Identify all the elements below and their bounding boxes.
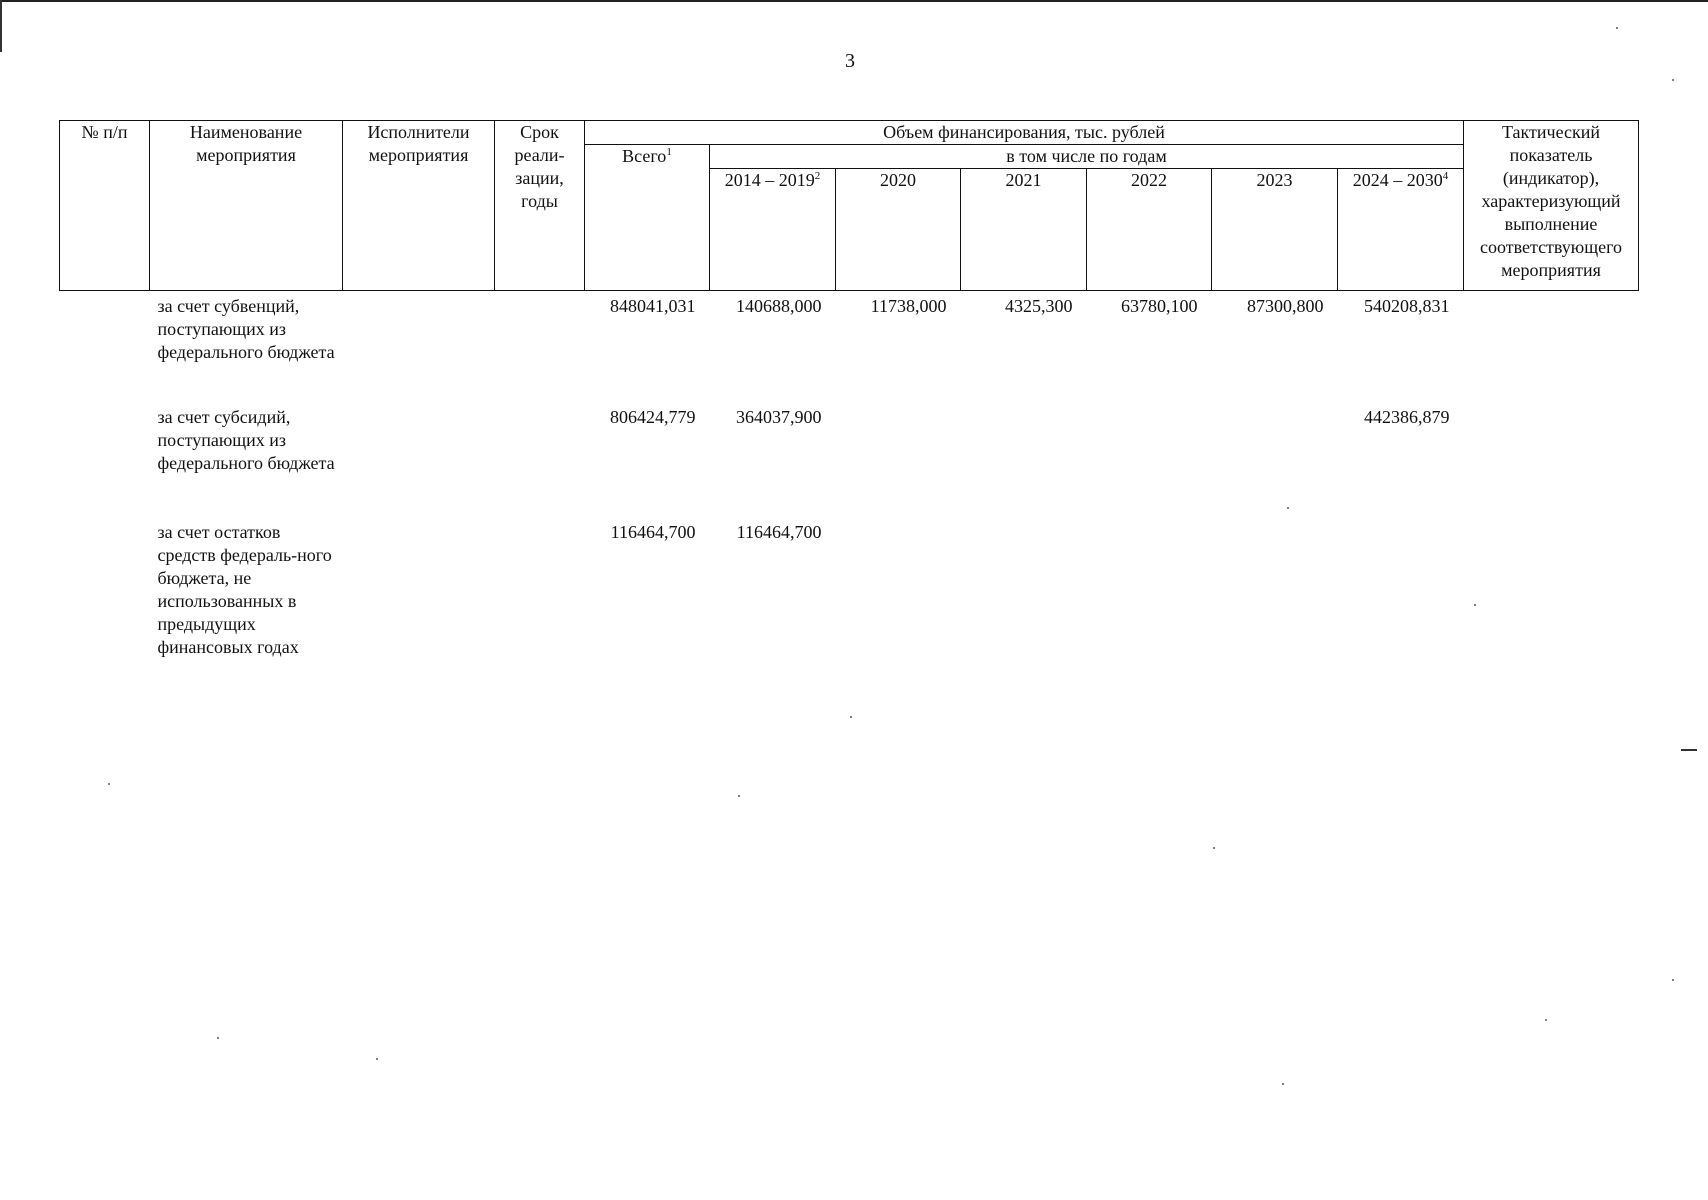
cell-2014-2019: 116464,700 <box>736 522 822 542</box>
cell-2024-2030: 540208,831 <box>1364 296 1450 316</box>
cell-2014-2019: 140688,000 <box>736 296 822 316</box>
header-year-sup: 2 <box>814 170 821 182</box>
cell-2022: 63780,100 <box>1121 296 1198 316</box>
header-term: Срок реали-зации, годы <box>495 121 585 291</box>
cell-indicator <box>1464 291 1639 407</box>
cell-indicator <box>1464 406 1639 521</box>
table-row <box>60 521 1639 661</box>
cell-term <box>495 291 585 407</box>
header-year-label: 2020 <box>880 170 916 190</box>
cell-name: за счет остатков средств федераль-ного бюджета, не использованных в предыдущих финансовых годах <box>157 522 332 657</box>
cell-term <box>495 406 585 521</box>
cell-2021 <box>961 406 1087 521</box>
scan-edge-mark <box>1681 749 1697 751</box>
cell-2020 <box>836 521 961 661</box>
page-number: 3 <box>845 50 855 72</box>
header-by-years: в том числе по годам <box>710 145 1464 169</box>
cell-2023 <box>1212 521 1338 661</box>
cell-2020: 11738,000 <box>870 296 947 316</box>
cell-2022 <box>1087 521 1212 661</box>
header-year <box>961 169 1087 291</box>
header-year <box>1338 169 1464 291</box>
header-year-label: 2022 <box>1131 170 1167 190</box>
table-row <box>60 406 1639 521</box>
header-year-label: 2023 <box>1256 170 1293 190</box>
header-year-label: 2024 – 2030 <box>1352 170 1443 190</box>
cell-num <box>60 521 150 661</box>
cell-num <box>60 291 150 407</box>
cell-name: за счет субвенций, поступающих из федерального бюджета <box>157 296 335 362</box>
header-total-label: Всего <box>622 146 667 166</box>
cell-2023: 87300,800 <box>1247 296 1324 316</box>
scan-top-edge <box>0 0 1708 2</box>
header-year <box>1212 169 1338 291</box>
cell-2021 <box>961 521 1087 661</box>
table-row <box>60 291 1639 407</box>
header-year-label: 2021 <box>1005 170 1042 190</box>
header-year-sup: 4 <box>1442 170 1449 182</box>
header-indicator: Тактический показатель (индикатор), характеризующий выполнение соответствующего мероприятия <box>1464 121 1639 291</box>
cell-total: 116464,700 <box>610 522 696 542</box>
cell-2020 <box>836 406 961 521</box>
header-executors: Исполнители мероприятия <box>343 121 495 291</box>
header-num: № п/п <box>60 121 150 291</box>
header-year <box>1087 169 1212 291</box>
header-total <box>585 145 710 291</box>
header-year-label: 2014 – 2019 <box>724 170 815 190</box>
cell-executors <box>343 291 495 407</box>
header-name: Наименование мероприятия <box>150 121 343 291</box>
header-year <box>836 169 961 291</box>
cell-num <box>60 406 150 521</box>
cell-total: 806424,779 <box>610 407 696 427</box>
cell-2021: 4325,300 <box>1005 296 1073 316</box>
cell-2022 <box>1087 406 1212 521</box>
cell-2024-2030 <box>1338 521 1464 661</box>
cell-total: 848041,031 <box>610 296 696 316</box>
funding-table <box>59 120 1639 661</box>
cell-2014-2019: 364037,900 <box>736 407 822 427</box>
cell-indicator <box>1464 521 1639 661</box>
scan-left-edge <box>0 0 2 52</box>
cell-2024-2030: 442386,879 <box>1364 407 1450 427</box>
header-funding-group: Объем финансирования, тыс. рублей <box>585 121 1464 145</box>
cell-name: за счет субсидий, поступающих из федерального бюджета <box>157 407 335 473</box>
cell-term <box>495 521 585 661</box>
cell-executors <box>343 521 495 661</box>
header-total-sup: 1 <box>666 146 672 158</box>
cell-2023 <box>1212 406 1338 521</box>
header-year <box>710 169 836 291</box>
cell-executors <box>343 406 495 521</box>
